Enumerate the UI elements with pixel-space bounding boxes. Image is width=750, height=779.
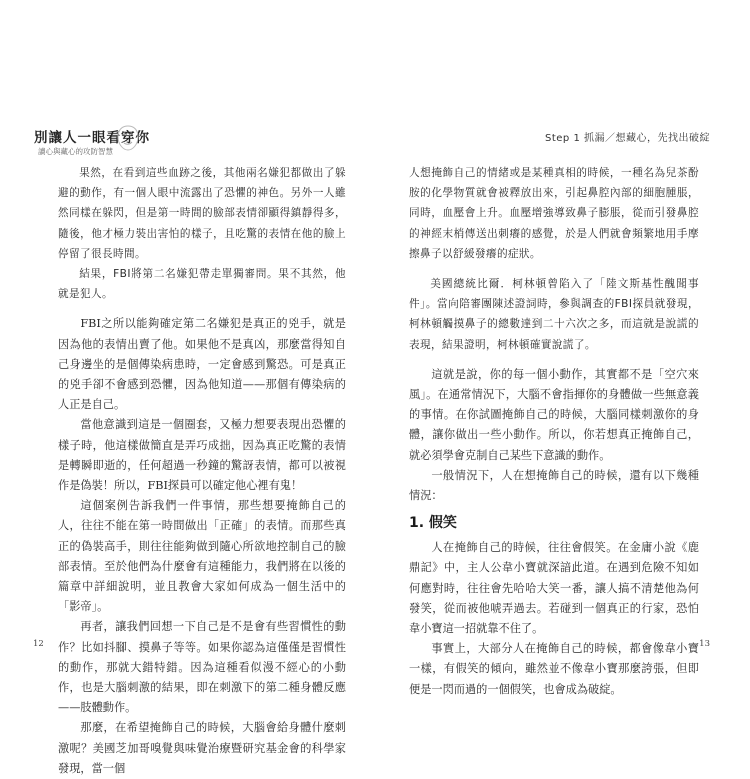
paragraph: 一般情況下，人在想掩飾自己的時候，還有以下幾種情況： xyxy=(409,468,699,503)
chapter-header: Step 1 抓漏／想藏心，先找出破綻 xyxy=(545,133,710,144)
page-number: 12 xyxy=(33,639,44,649)
paragraph: 這個案例告訴我們一件事情，那些想要掩飾自己的人，往往不能在第一時間做出「正確」的表情。而那些真正的偽裝高手，則往往能夠做到隨心所欲地控制自己的臉部表情。至於他們為什麼會有這種能力，我們將在以後的篇章中詳細說明，並且教會大家如何成為一個生活中的「影帝」。 xyxy=(58,499,346,614)
mask-icon xyxy=(115,124,141,152)
right-page xyxy=(375,0,750,750)
paragraph: 當他意識到這是一個圈套，又極力想要表現出恐懼的樣子時，他這樣做簡直是弄巧成拙，因為真正吃驚的表情是轉瞬即逝的，任何超過一秒鐘的驚訝表情，都可以被視作是偽裝！所以，FBI探員可以確定他心裡有鬼！ xyxy=(58,418,346,493)
paragraph: 人想掩飾自己的情緒或是某種真相的時候，一種名為兒茶酚胺的化學物質就會被釋放出來，引起鼻腔內部的細胞腫脹，同時，血壓會上升。血壓增強導致鼻子膨脹，從而引發鼻腔的神經末梢傳送出刺癢的感覺，於是人們就會頻繁地用手摩擦鼻子以舒緩發癢的症狀。 xyxy=(409,167,699,260)
book-title: 別讓人一眼看穿你 xyxy=(34,130,150,146)
left-page xyxy=(0,0,375,775)
paragraph: 果然，在看到這些血跡之後，其他兩名嫌犯都做出了躲避的動作，有一個人眼中流露出了恐懼的神色。另外一人雖然同樣在躲閃，但是第一時間的臉部表情卻顯得鎮靜得多，隨後，他才極力裝出害怕的樣子，且吃驚的表情在他的臉上停留了很長時間。 xyxy=(58,167,346,260)
page-number: 13 xyxy=(699,639,710,649)
book-subtitle: 讀心與藏心的攻防智慧 xyxy=(38,147,113,156)
paragraph: FBI之所以能夠確定第二名嫌犯是真正的兇手，就是因為他的表情出賣了他。如果他不是真凶，那麼當得知自己身邊坐的是個傳染病患時，一定會感到驚恐。可是真正的兇手卻不會感到恐懼，因為他知道——那個有傳染病的人正是自己。 xyxy=(58,317,346,412)
paragraph: 美國總統比爾．柯林頓曾陷入了「陸文斯基性醜聞事件」。當向陪審團陳述證詞時，參與調查的FBI探員就發現，柯林頓觸摸鼻子的總數達到二十六次之多，而這就是說謊的表現，結果證明，柯林頓確實說謊了。 xyxy=(409,278,699,351)
paragraph: 人在掩飾自己的時候，往往會假笑。在金庸小說《鹿鼎記》中，主人公韋小寶就深諳此道。在遇到危險不知如何應對時，往往會先哈哈大笑一番，讓人搞不清楚他為何發笑，從而被他唬弄過去。若碰到一個真正的行家，恐怕韋小寶這一招就靠不住了。 xyxy=(409,541,699,636)
left-body-text xyxy=(58,163,346,779)
paragraph: 那麼，在希望掩飾自己的時候，大腦會給身體什麼刺激呢？美國芝加哥嗅覺與味覺治療暨研究基金會的科學家發現，當一個 xyxy=(58,721,346,775)
right-body-text xyxy=(409,163,699,700)
section-heading: 1. 假笑 xyxy=(409,515,457,532)
paragraph: 這就是說，你的每一個小動作，其實都不是「空穴來風」。在通常情況下，大腦不會指揮你的身體做一些無意義的事情。在你試圖掩飾自己的時候，大腦同樣刺激你的身體，讓你做出一些小動作。所以，你若想真正掩飾自己，就必須學會克制自己某些下意識的動作。 xyxy=(409,367,699,462)
paragraph: 結果，FBI將第二名嫌犯帶走單獨審問。果不其然，他就是犯人。 xyxy=(58,268,346,301)
paragraph: 再者，讓我們回想一下自己是不是會有些習慣性的動作？比如抖腳、摸鼻子等等。如果你認為這僅僅是習慣性的動作，那就大錯特錯。因為這種看似漫不經心的小動作，也是大腦刺激的結果，即在刺激下的第二種身體反應——肢體動作。 xyxy=(58,620,346,715)
paragraph: 事實上，大部分人在掩飾自己的時候，都會像韋小寶一樣，有假笑的傾向，雖然並不像韋小寶那麼誇張，但即便是一閃而過的一個假笑，也會成為破綻。 xyxy=(409,642,699,696)
